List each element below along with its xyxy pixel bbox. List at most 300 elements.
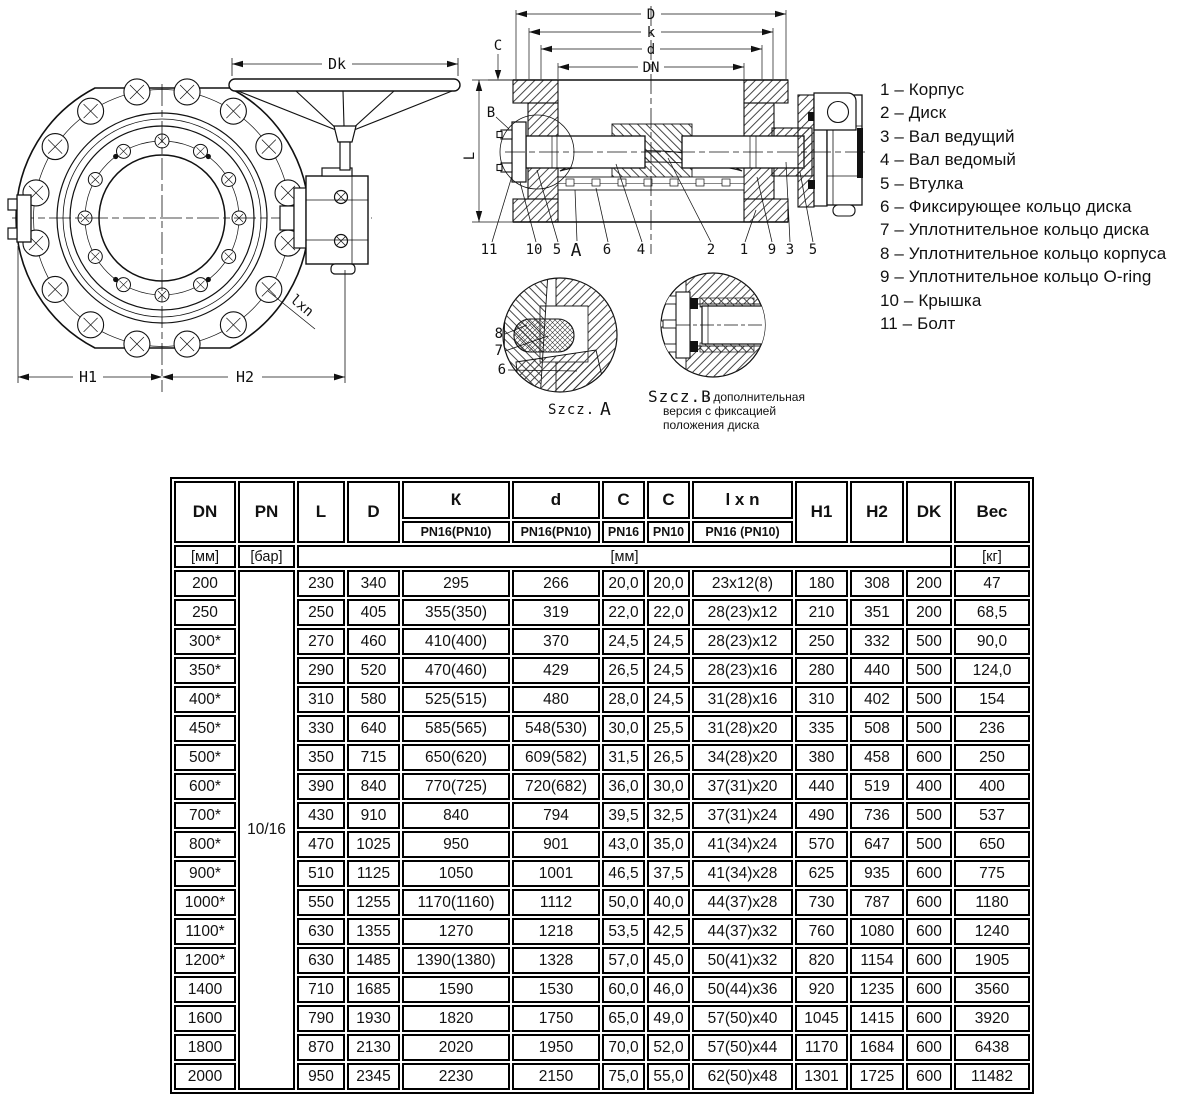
legend-item — [880, 265, 1200, 288]
table-cell: 520 — [347, 657, 400, 684]
table-cell: 600 — [906, 1063, 952, 1090]
legend-item-text: Диск — [908, 103, 947, 123]
table-cell: 600 — [906, 947, 952, 974]
subheader-c16: PN16 — [602, 521, 645, 543]
table-cell: 2130 — [347, 1034, 400, 1061]
table-row — [174, 657, 1030, 684]
detail-a-caption: Szcz. — [548, 402, 596, 418]
section-l-label: L — [462, 151, 478, 161]
table-cell: 609(582) — [512, 744, 600, 771]
table-cell: 380 — [795, 744, 848, 771]
table-cell: 90,0 — [954, 628, 1030, 655]
col-header-dn: DN — [174, 481, 236, 543]
table-cell: 840 — [347, 773, 400, 800]
legend-item-number: 8 — [880, 243, 890, 263]
table-cell: 24,5 — [647, 628, 690, 655]
table-cell: 52,0 — [647, 1034, 690, 1061]
detail-a-callout-7: 7 — [494, 343, 503, 359]
table-cell: 46,5 — [602, 860, 645, 887]
units-weight: [кг] — [954, 545, 1030, 568]
table-cell: 800* — [174, 831, 236, 858]
table-cell: 901 — [512, 831, 600, 858]
callout-4: 4 — [636, 242, 646, 258]
table-cell: 935 — [850, 860, 904, 887]
legend-item-text: Втулка — [908, 173, 964, 193]
table-cell: 370 — [512, 628, 600, 655]
table-cell: 580 — [347, 686, 400, 713]
table-cell: 500 — [906, 831, 952, 858]
table-cell: 410(400) — [402, 628, 510, 655]
section-dn-label: DN — [642, 60, 660, 76]
detail-a-caption-letter: A — [600, 399, 611, 420]
legend-separator: – — [889, 267, 909, 287]
legend-item-text: Крышка — [918, 290, 982, 310]
callout-5b: 5 — [808, 242, 818, 258]
table-cell: 402 — [850, 686, 904, 713]
table-cell: 470(460) — [402, 657, 510, 684]
table-cell: 30,0 — [647, 773, 690, 800]
table-cell: 500 — [906, 802, 952, 829]
table-cell: 625 — [795, 860, 848, 887]
table-cell: 508 — [850, 715, 904, 742]
table-cell: 20,0 — [602, 570, 645, 597]
table-cell: 124,0 — [954, 657, 1030, 684]
table-cell: 24,5 — [647, 686, 690, 713]
table-cell: 794 — [512, 802, 600, 829]
table-cell: 50,0 — [602, 889, 645, 916]
section-k-label: k — [646, 25, 656, 41]
table-cell: 600 — [906, 744, 952, 771]
table-cell: 65,0 — [602, 1005, 645, 1032]
table-cell: 500 — [906, 715, 952, 742]
table-cell: 1600 — [174, 1005, 236, 1032]
table-cell: 330 — [297, 715, 345, 742]
table-cell: 730 — [795, 889, 848, 916]
table-cell: 60,0 — [602, 976, 645, 1003]
table-cell: 1950 — [512, 1034, 600, 1061]
table-cell: 180 — [795, 570, 848, 597]
table-cell: 41(34)x24 — [692, 831, 793, 858]
legend-item — [880, 312, 1200, 335]
table-cell: 37,5 — [647, 860, 690, 887]
table-cell: 430 — [297, 802, 345, 829]
legend-item-text: Уплотнительное кольцо диска — [908, 220, 1150, 240]
units-dn: [мм] — [174, 545, 236, 568]
table-cell: 1355 — [347, 918, 400, 945]
table-cell: 57(50)x44 — [692, 1034, 793, 1061]
h2-dimension-label: H2 — [235, 368, 255, 386]
table-cell: 550 — [297, 889, 345, 916]
legend-item-number: 11 — [880, 314, 898, 334]
table-cell: 429 — [512, 657, 600, 684]
table-cell: 537 — [954, 802, 1030, 829]
table-cell: 280 — [795, 657, 848, 684]
table-cell: 1000* — [174, 889, 236, 916]
table-cell: 1154 — [850, 947, 904, 974]
table-cell: 1328 — [512, 947, 600, 974]
table-cell: 630 — [297, 918, 345, 945]
table-cell: 210 — [795, 599, 848, 626]
lxn-label: lxn — [286, 291, 317, 321]
table-cell: 57(50)x40 — [692, 1005, 793, 1032]
table-cell: 270 — [297, 628, 345, 655]
table-cell: 24,5 — [647, 657, 690, 684]
legend-item-text: Вал ведущий — [908, 126, 1015, 146]
legend-separator: – — [889, 80, 909, 99]
detail-b-caption: Szcz.B — [648, 387, 712, 406]
table-cell: 319 — [512, 599, 600, 626]
table-cell: 70,0 — [602, 1034, 645, 1061]
legend-item — [880, 148, 1200, 171]
table-cell: 600 — [906, 1034, 952, 1061]
table-cell: 40,0 — [647, 889, 690, 916]
callout-2: 2 — [706, 242, 716, 258]
table-cell: 450* — [174, 715, 236, 742]
callout-10: 10 — [525, 242, 543, 258]
table-cell: 1255 — [347, 889, 400, 916]
table-cell: 405 — [347, 599, 400, 626]
callout-5a: 5 — [552, 242, 562, 258]
table-cell: 600 — [906, 860, 952, 887]
table-cell: 154 — [954, 686, 1030, 713]
table-cell: 650(620) — [402, 744, 510, 771]
table-cell: 950 — [297, 1063, 345, 1090]
table-cell: 870 — [297, 1034, 345, 1061]
table-cell: 548(530) — [512, 715, 600, 742]
table-cell: 32,5 — [647, 802, 690, 829]
table-cell: 1485 — [347, 947, 400, 974]
legend-separator: – — [889, 173, 909, 193]
table-cell: 715 — [347, 744, 400, 771]
table-cell: 57,0 — [602, 947, 645, 974]
table-cell: 44(37)x28 — [692, 889, 793, 916]
table-cell: 647 — [850, 831, 904, 858]
table-cell: 23x12(8) — [692, 570, 793, 597]
table-cell: 351 — [850, 599, 904, 626]
table-cell: 200 — [906, 570, 952, 597]
legend-item — [880, 218, 1200, 241]
table-cell: 22,0 — [647, 599, 690, 626]
table-cell: 250 — [297, 599, 345, 626]
table-cell: 44(37)x32 — [692, 918, 793, 945]
table-cell: 62(50)x48 — [692, 1063, 793, 1090]
parts-legend — [880, 78, 1200, 335]
table-row — [174, 1063, 1030, 1090]
legend-item-number: 4 — [880, 150, 890, 170]
table-cell: 1750 — [512, 1005, 600, 1032]
table-cell: 1045 — [795, 1005, 848, 1032]
table-cell: 1235 — [850, 976, 904, 1003]
col-header-l: L — [297, 481, 345, 543]
table-cell: 300* — [174, 628, 236, 655]
table-cell: 1170 — [795, 1034, 848, 1061]
table-cell: 787 — [850, 889, 904, 916]
table-cell: 37(31)x24 — [692, 802, 793, 829]
col-header-lxn: l x n — [692, 481, 793, 519]
pn-merged-cell: 10/16 — [238, 570, 295, 1090]
table-row — [174, 599, 1030, 626]
table-row — [174, 947, 1030, 974]
callout-6: 6 — [602, 242, 612, 258]
table-cell: 1025 — [347, 831, 400, 858]
col-header-dsmall: d — [512, 481, 600, 519]
subheader-d: PN16(PN10) — [512, 521, 600, 543]
table-cell: 440 — [795, 773, 848, 800]
legend-item-number: 7 — [880, 220, 890, 240]
table-cell: 1001 — [512, 860, 600, 887]
callout-11: 11 — [480, 242, 498, 258]
table-cell: 230 — [297, 570, 345, 597]
col-header-d: D — [347, 481, 400, 543]
table-cell: 920 — [795, 976, 848, 1003]
callout-1: 1 — [739, 242, 749, 258]
col-header-h2: H2 — [850, 481, 904, 543]
table-cell: 1530 — [512, 976, 600, 1003]
table-cell: 525(515) — [402, 686, 510, 713]
table-cell: 1112 — [512, 889, 600, 916]
table-row — [174, 715, 1030, 742]
table-row — [174, 628, 1030, 655]
table-cell: 49,0 — [647, 1005, 690, 1032]
table-cell: 200 — [174, 570, 236, 597]
table-cell: 39,5 — [602, 802, 645, 829]
dimension-table-wrap — [170, 477, 1034, 1094]
table-cell: 47 — [954, 570, 1030, 597]
table-cell: 31(28)x20 — [692, 715, 793, 742]
table-cell: 650 — [954, 831, 1030, 858]
detail-b-desc-3: положения диска — [663, 418, 760, 432]
table-cell: 440 — [850, 657, 904, 684]
legend-item — [880, 289, 1200, 312]
table-cell: 775 — [954, 860, 1030, 887]
table-cell: 1684 — [850, 1034, 904, 1061]
table-cell: 1100* — [174, 918, 236, 945]
table-cell: 295 — [402, 570, 510, 597]
section-d-label: D — [646, 7, 656, 23]
table-cell: 28(23)x12 — [692, 628, 793, 655]
table-cell: 790 — [297, 1005, 345, 1032]
table-cell: 42,5 — [647, 918, 690, 945]
table-cell: 28,0 — [602, 686, 645, 713]
detail-a-callout-8: 8 — [494, 326, 503, 342]
legend-separator: – — [889, 103, 909, 123]
table-cell: 500 — [906, 628, 952, 655]
table-cell: 34(28)x20 — [692, 744, 793, 771]
table-cell: 500* — [174, 744, 236, 771]
table-cell: 355(350) — [402, 599, 510, 626]
detail-b-view — [648, 272, 805, 432]
legend-item-number: 6 — [880, 197, 890, 217]
legend-separator: – — [889, 243, 909, 263]
callout-9: 9 — [767, 242, 777, 258]
legend-separator: – — [897, 314, 918, 334]
table-cell: 31,5 — [602, 744, 645, 771]
table-row — [174, 744, 1030, 771]
table-cell: 236 — [954, 715, 1030, 742]
units-mid: [мм] — [297, 545, 952, 568]
legend-item-text: Болт — [917, 314, 956, 334]
table-cell: 43,0 — [602, 831, 645, 858]
table-row — [174, 686, 1030, 713]
table-cell: 1180 — [954, 889, 1030, 916]
table-cell: 585(565) — [402, 715, 510, 742]
table-cell: 460 — [347, 628, 400, 655]
table-cell: 26,5 — [602, 657, 645, 684]
table-cell: 68,5 — [954, 599, 1030, 626]
table-cell: 1400 — [174, 976, 236, 1003]
table-cell: 50(44)x36 — [692, 976, 793, 1003]
table-cell: 3560 — [954, 976, 1030, 1003]
col-header-c16: C — [602, 481, 645, 519]
col-header-dk: DK — [906, 481, 952, 543]
table-cell: 350* — [174, 657, 236, 684]
table-cell: 26,5 — [647, 744, 690, 771]
legend-separator: – — [899, 290, 919, 310]
col-header-k: К — [402, 481, 510, 519]
table-cell: 390 — [297, 773, 345, 800]
table-cell: 1301 — [795, 1063, 848, 1090]
legend-item-number: 5 — [880, 173, 890, 193]
table-cell: 470 — [297, 831, 345, 858]
table-cell: 1820 — [402, 1005, 510, 1032]
table-row — [174, 976, 1030, 1003]
legend-item — [880, 195, 1200, 218]
table-cell: 1270 — [402, 918, 510, 945]
legend-item-text: Вал ведомый — [908, 150, 1016, 170]
table-row — [174, 1034, 1030, 1061]
legend-item-text: Фиксирующее кольцо диска — [908, 197, 1132, 217]
table-cell: 400* — [174, 686, 236, 713]
table-row — [174, 860, 1030, 887]
table-cell: 519 — [850, 773, 904, 800]
table-cell: 2150 — [512, 1063, 600, 1090]
table-cell: 710 — [297, 976, 345, 1003]
table-cell: 35,0 — [647, 831, 690, 858]
table-cell: 25,5 — [647, 715, 690, 742]
table-cell: 1415 — [850, 1005, 904, 1032]
section-dsmall-label: d — [646, 42, 656, 58]
subheader-lxn: PN16 (PN10) — [692, 521, 793, 543]
table-cell: 1080 — [850, 918, 904, 945]
legend-item-number: 3 — [880, 126, 890, 146]
table-cell: 290 — [297, 657, 345, 684]
table-cell: 600 — [906, 889, 952, 916]
table-cell: 11482 — [954, 1063, 1030, 1090]
legend-separator: – — [889, 150, 909, 170]
legend-separator: – — [889, 126, 909, 146]
table-cell: 1930 — [347, 1005, 400, 1032]
table-cell: 736 — [850, 802, 904, 829]
table-cell: 1725 — [850, 1063, 904, 1090]
front-view — [8, 55, 460, 392]
table-cell: 630 — [297, 947, 345, 974]
table-cell: 1685 — [347, 976, 400, 1003]
table-cell: 75,0 — [602, 1063, 645, 1090]
subheader-c10: PN10 — [647, 521, 690, 543]
table-row — [174, 1005, 1030, 1032]
table-cell: 770(725) — [402, 773, 510, 800]
table-cell: 24,5 — [602, 628, 645, 655]
table-cell: 950 — [402, 831, 510, 858]
legend-item — [880, 101, 1200, 124]
table-cell: 250 — [954, 744, 1030, 771]
table-cell: 2345 — [347, 1063, 400, 1090]
legend-separator: – — [889, 220, 909, 240]
subheader-k: PN16(PN10) — [402, 521, 510, 543]
table-cell: 820 — [795, 947, 848, 974]
legend-item-text: Корпус — [908, 80, 965, 99]
detail-b-desc-1: - дополнительная — [706, 390, 805, 404]
table-cell: 3920 — [954, 1005, 1030, 1032]
legend-item-text: Уплотнительное кольцо корпуса — [908, 243, 1167, 263]
table-cell: 266 — [512, 570, 600, 597]
table-cell: 2020 — [402, 1034, 510, 1061]
col-header-pn: PN — [238, 481, 295, 543]
units-pn: [бар] — [238, 545, 295, 568]
table-cell: 570 — [795, 831, 848, 858]
section-b-label: B — [486, 105, 496, 121]
table-row — [174, 831, 1030, 858]
table-cell: 2000 — [174, 1063, 236, 1090]
table-cell: 1200* — [174, 947, 236, 974]
table-cell: 480 — [512, 686, 600, 713]
legend-item-number: 2 — [880, 103, 890, 123]
detail-a-callout-6: 6 — [497, 362, 506, 378]
legend-item-number: 9 — [880, 267, 890, 287]
legend-item — [880, 172, 1200, 195]
table-cell: 45,0 — [647, 947, 690, 974]
table-cell: 28(23)x12 — [692, 599, 793, 626]
table-cell: 760 — [795, 918, 848, 945]
col-header-c10: C — [647, 481, 690, 519]
table-cell: 500 — [906, 657, 952, 684]
table-cell: 50(41)x32 — [692, 947, 793, 974]
table-cell: 20,0 — [647, 570, 690, 597]
table-cell: 36,0 — [602, 773, 645, 800]
table-cell: 840 — [402, 802, 510, 829]
table-cell: 500 — [906, 686, 952, 713]
table-cell: 1590 — [402, 976, 510, 1003]
table-body — [174, 570, 1030, 1090]
table-row — [174, 918, 1030, 945]
table-cell: 6438 — [954, 1034, 1030, 1061]
table-cell: 200 — [906, 599, 952, 626]
table-cell: 340 — [347, 570, 400, 597]
table-cell: 1390(1380) — [402, 947, 510, 974]
table-cell: 1800 — [174, 1034, 236, 1061]
table-cell: 1905 — [954, 947, 1030, 974]
table-cell: 490 — [795, 802, 848, 829]
table-cell: 335 — [795, 715, 848, 742]
legend-item — [880, 78, 1200, 101]
table-cell: 720(682) — [512, 773, 600, 800]
table-cell: 1170(1160) — [402, 889, 510, 916]
table-cell: 41(34)x28 — [692, 860, 793, 887]
table-cell: 600 — [906, 1005, 952, 1032]
table-cell: 22,0 — [602, 599, 645, 626]
table-cell: 400 — [906, 773, 952, 800]
table-cell: 640 — [347, 715, 400, 742]
section-view — [462, 6, 868, 261]
table-cell: 910 — [347, 802, 400, 829]
table-cell: 28(23)x16 — [692, 657, 793, 684]
table-cell: 308 — [850, 570, 904, 597]
table-cell: 600* — [174, 773, 236, 800]
legend-item — [880, 125, 1200, 148]
table-cell: 700* — [174, 802, 236, 829]
table-cell: 310 — [297, 686, 345, 713]
table-cell: 55,0 — [647, 1063, 690, 1090]
